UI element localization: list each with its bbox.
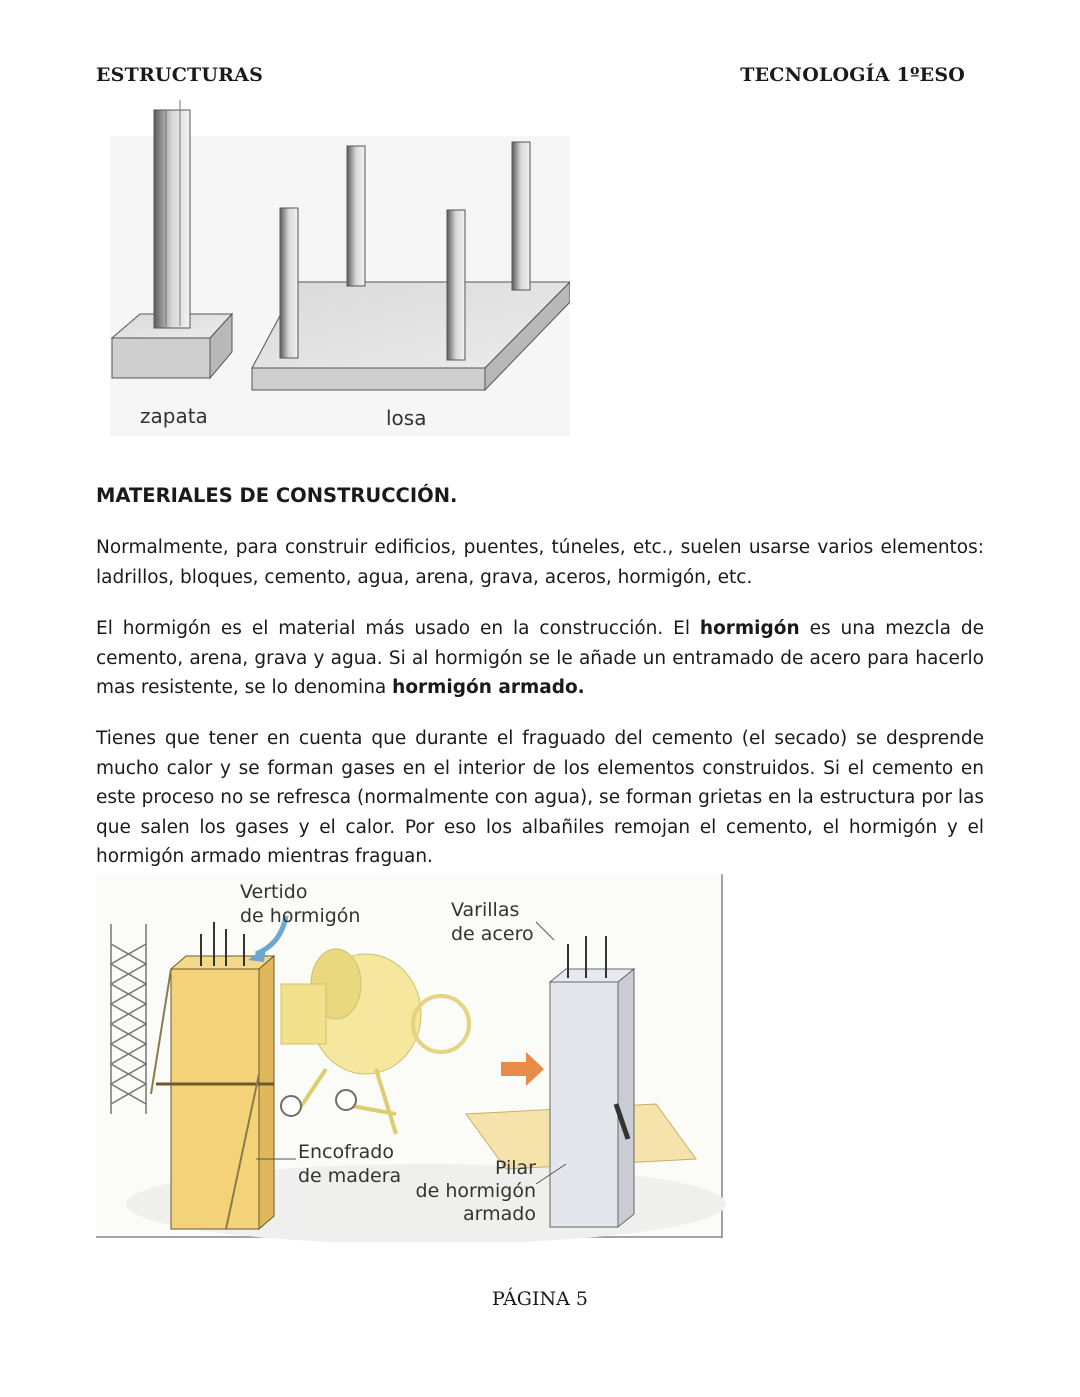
term-hormigon: hormigón (699, 618, 800, 639)
label-varillas-1: Varillas (451, 899, 520, 921)
header-left: ESTRUCTURAS (96, 64, 263, 86)
section-title: MATERIALES DE CONSTRUCCIÓN. (96, 484, 458, 507)
label-varillas-2: de acero (451, 923, 534, 945)
foundations-illustration (100, 96, 570, 436)
reinforced-concrete-illustration (96, 874, 726, 1242)
label-vertido-2: de hormigón (240, 905, 361, 927)
term-hormigon-armado: hormigón armado. (392, 677, 585, 698)
label-vertido-1: Vertido (240, 881, 308, 903)
paragraph-2: El hormigón es el material más usado en la construcción. El hormigón es una mezcla de cemento, arena, grava y agua. Si al hormigón se le añade un entramado de acero para hacerlo mas resistente, se lo denomina hormigón armado. (96, 618, 984, 698)
header-right: TECNOLOGÍA 1ºESO (740, 64, 965, 86)
paragraph-3: Tienes que tener en cuenta que durante el fraguado del cemento (el secado) se desprende mucho calor y se forman gases en el interior de los elementos construidos. Si el cemento en este proceso no se refresca (normalmente con agua), se forman grietas en la estructura por las que salen los gases y el calor. Por eso los albañiles remojan el cemento, el hormigón y el hormigón armado mientras fraguan. (96, 728, 984, 867)
label-encofrado-1: Encofrado (298, 1141, 394, 1163)
label-pilar-1: Pilar (494, 1157, 536, 1179)
label-pilar-2: de hormigón (415, 1180, 536, 1202)
label-losa: losa (386, 406, 427, 430)
label-encofrado-2: de madera (298, 1165, 402, 1187)
label-zapata: zapata (140, 404, 208, 428)
concrete-pillar (550, 936, 634, 1227)
label-pilar-3: armado (463, 1203, 536, 1225)
paragraph-1: Normalmente, para construir edificios, puentes, túneles, etc., suelen usarse varios elementos: ladrillos, bloques, cemento, agua, arena, grava, aceros, hormigón, etc. (96, 537, 984, 588)
page-number: PÁGINA 5 (492, 1288, 588, 1310)
